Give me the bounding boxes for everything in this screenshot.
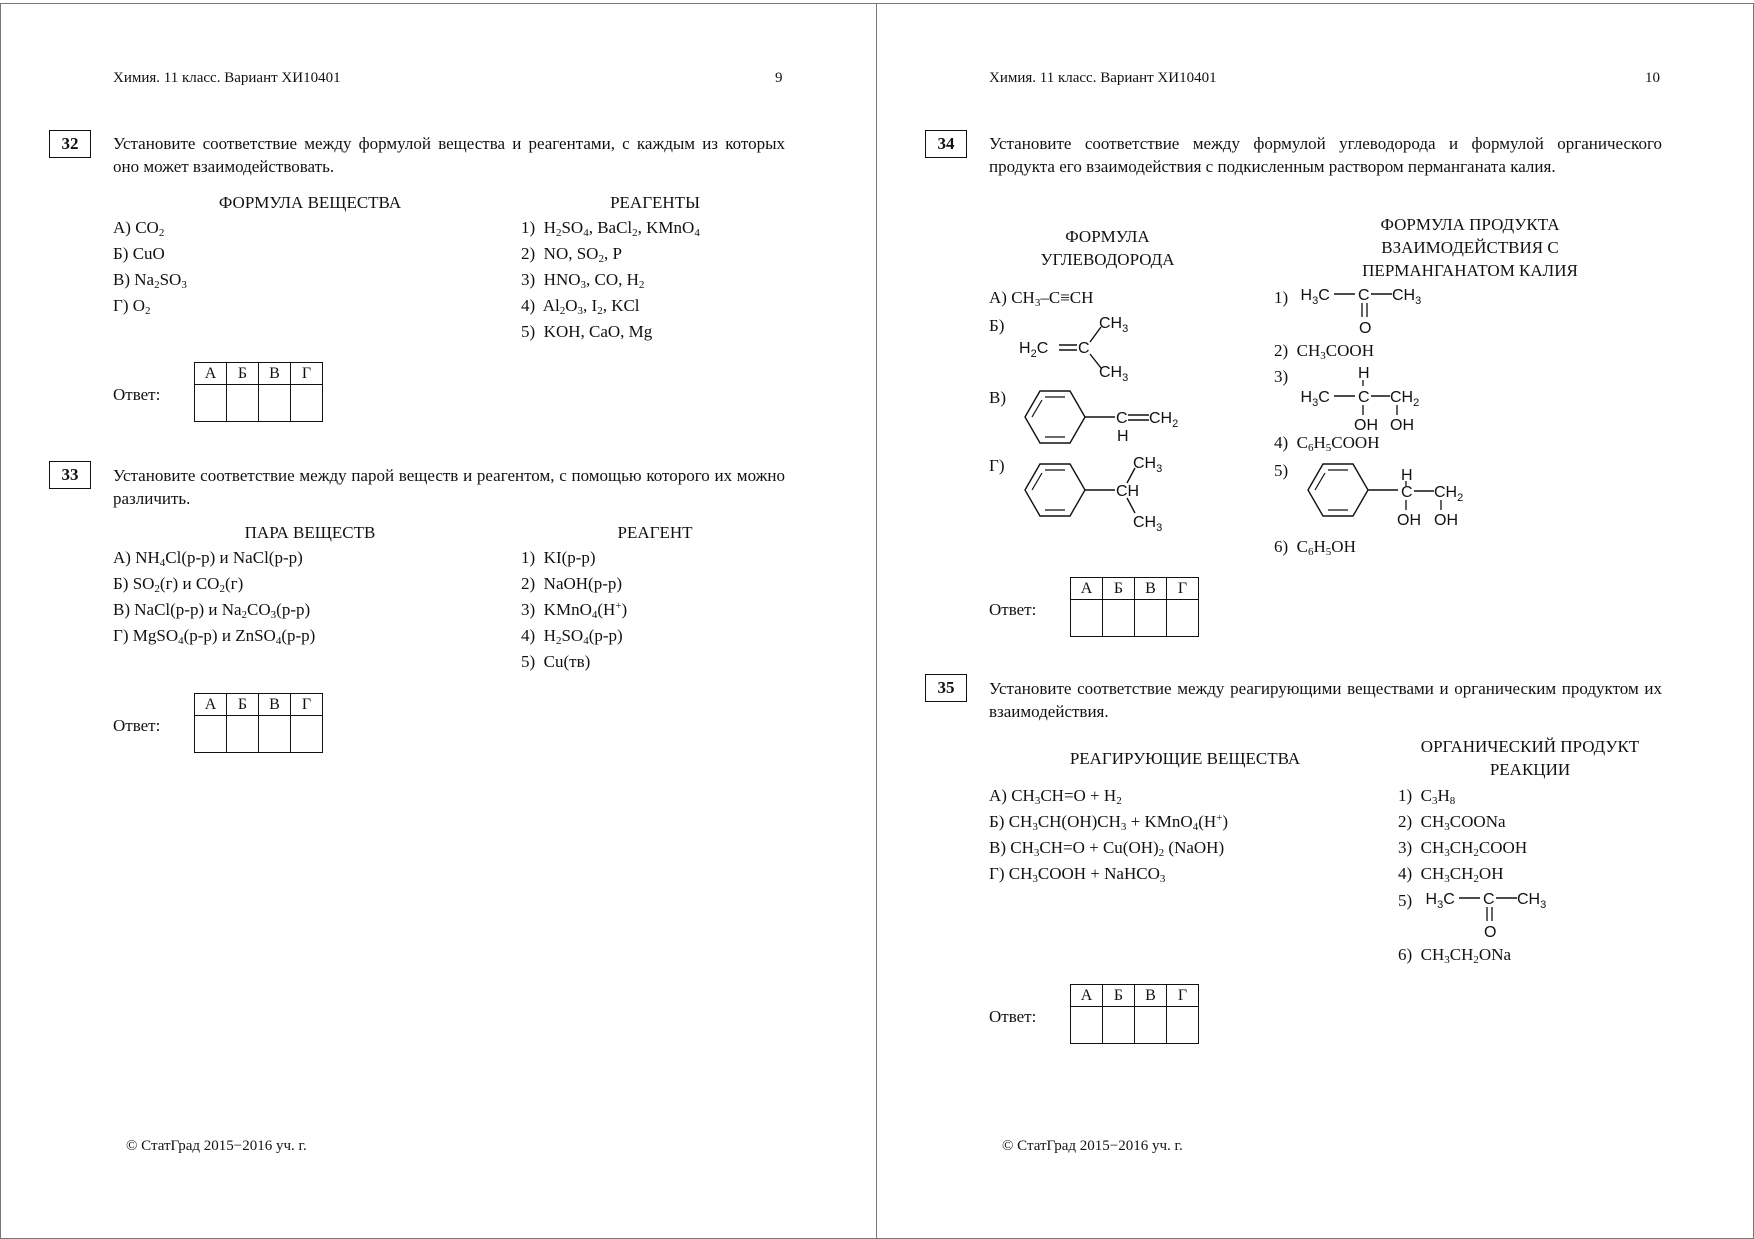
svg-text:CH3: $CH_3$ (1392, 287, 1422, 307)
q33-answer-table: А Б В Г (194, 693, 323, 753)
q33-answer-g[interactable] (291, 716, 323, 753)
q32-option-b: Б) CuO (113, 244, 165, 263)
q32-option-g: Г) $O_2$ (113, 296, 151, 317)
q32-answer-table: А Б В Г (194, 362, 323, 422)
q35-right-head-2: РЕАКЦИИ (1489, 760, 1571, 779)
q33-option-a: А) $NH_4Cl(р-р)$ и NaCl(р-р) (113, 548, 303, 569)
question-number-34: 34 (925, 130, 967, 158)
q34-product-6: 6) $C_6H_5OH$ (1274, 537, 1356, 558)
q33-reagent-4: 4) $H_2SO_4(р-р)$ (521, 626, 623, 647)
q32-answer-b[interactable] (227, 385, 259, 422)
q34-product-1-structure (1300, 280, 1440, 338)
q32-reagent-3: 3) $HNO_3$, CO, $H_2$ (521, 270, 645, 291)
left-page-number: 9 (775, 70, 783, 86)
q32-answer-v[interactable] (259, 385, 291, 422)
q34-text: Установите соответствие между формулой углеводорода и формулой органического продукта его взаимодействия с подкисленным раствором перманганата калия. (989, 134, 1662, 176)
q34-answer-table: А Б В Г (1070, 577, 1199, 637)
svg-text:H3C: $H_3C$ (1300, 389, 1330, 409)
q32-option-a: А) $CO_2$ (113, 218, 165, 239)
q34-answer-b[interactable] (1103, 600, 1135, 637)
q34-product-3-structure (1300, 362, 1440, 434)
q35-product-5-label: 5) (1398, 891, 1413, 910)
svg-text:OH: OH (1397, 512, 1421, 529)
q35-text: Установите соответствие между реагирующими веществами и органическим продуктом их взаимодействия. (989, 679, 1662, 721)
left-footer: © СтатГрад 2015−2016 уч. г. (126, 1138, 307, 1154)
q34-answer-g[interactable] (1167, 600, 1199, 637)
svg-text:CH3: $CH_3$ (1099, 364, 1129, 382)
q32-answer-label: Ответ: (113, 385, 161, 404)
q34-answer-label: Ответ: (989, 600, 1037, 619)
q32-option-v: В) $Na_2SO_3$ (113, 270, 187, 291)
svg-text:OH: OH (1390, 417, 1414, 434)
svg-text:H3C: $H_3C$ (1425, 891, 1455, 911)
q35-option-a: А) $CH_3CH=O + H_2$ (989, 786, 1122, 807)
q32-reagent-2: 2) NO, $SO_2$, P (521, 244, 622, 265)
q33-text: Установите соответствие между парой веществ и реагентом, с помощью которого их можно различить. (113, 466, 785, 508)
q35-option-g: Г) $CH_3COOH$ + NaHCO$_3$ (989, 864, 1166, 885)
q32-reagent-5: 5) KOH, CaO, Mg (521, 322, 653, 341)
q35-product-3: 3) $CH_3CH_2COOH$ (1398, 838, 1528, 859)
q34-product-2: 2) $CH_3COOH$ (1274, 341, 1374, 362)
left-page (0, 3, 878, 1239)
question-number-32: 32 (49, 130, 91, 158)
q34-answer-a[interactable] (1071, 600, 1103, 637)
benzene-ring (1308, 464, 1368, 516)
svg-text:C: C (1483, 891, 1495, 908)
q34-option-v-label: В) (989, 388, 1006, 407)
q32-right-head: РЕАГЕНТЫ (610, 193, 700, 212)
q33-reagent-3: 3) KMnO$_4$(H+) (521, 600, 628, 621)
q35-answer-a[interactable] (1071, 1007, 1103, 1044)
q35-answer-label: Ответ: (989, 1007, 1037, 1026)
q33-reagent-1: 1) KI(р-р) (521, 548, 596, 567)
q34-option-v-structure (1015, 377, 1195, 457)
svg-text:CH2: $CH_2$ (1390, 389, 1420, 409)
svg-text:CH: CH (1116, 483, 1140, 500)
q35-product-2: 2) $CH_3COONa$ (1398, 812, 1506, 833)
q34-option-g-label: Г) (989, 456, 1005, 475)
q34-right-head-3: ПЕРМАНГАНАТОМ КАЛИЯ (1362, 261, 1578, 280)
svg-text:CH3: $CH_3$ (1133, 514, 1163, 534)
q34-right-head-1: ФОРМУЛА ПРОДУКТА (1380, 215, 1560, 234)
q35-right-head-1: ОРГАНИЧЕСКИЙ ПРОДУКТ (1420, 737, 1640, 756)
q33-answer-v[interactable] (259, 716, 291, 753)
q34-option-g-structure (1015, 448, 1195, 534)
svg-text:H: H (1117, 428, 1129, 445)
question-number-33: 33 (49, 461, 91, 489)
benzene-ring (1025, 391, 1085, 443)
svg-text:CH2: $CH_2$ (1434, 484, 1464, 504)
q35-answer-b[interactable] (1103, 1007, 1135, 1044)
q35-left-head: РЕАГИРУЮЩИЕ ВЕЩЕСТВА (1069, 749, 1301, 768)
q32-left-head: ФОРМУЛА ВЕЩЕСТВА (218, 193, 402, 212)
q33-left-head: ПАРА ВЕЩЕСТВ (244, 523, 376, 542)
q33-option-g: Г) MgSO$_4$(р-р) и ZnSO$_4$(р-р) (113, 626, 316, 647)
question-number-35: 35 (925, 674, 967, 702)
q32-text: Установите соответствие между формулой вещества и реагентами, с каждым из которых оно может взаимодействовать. (113, 134, 785, 176)
q32-answer-a[interactable] (195, 385, 227, 422)
svg-text:H2C: $H_2C$ (1019, 340, 1049, 360)
q35-answer-g[interactable] (1167, 1007, 1199, 1044)
q35-product-6: 6) $CH_3CH_2ONa$ (1398, 945, 1512, 966)
right-header-title: Химия. 11 класс. Вариант ХИ10401 (989, 70, 1217, 86)
q33-answer-a[interactable] (195, 716, 227, 753)
svg-text:C: C (1116, 410, 1128, 427)
q32-answer-g[interactable] (291, 385, 323, 422)
right-page-number: 10 (1645, 70, 1660, 86)
svg-text:H: H (1358, 365, 1370, 382)
q34-product-4: 4) $C_6H_5COOH$ (1274, 433, 1380, 454)
q34-option-a: А) $CH_3-C\equiv CH$ (989, 288, 1094, 309)
q34-product-5-structure (1300, 450, 1480, 540)
q35-product-5-structure (1425, 884, 1565, 942)
q34-product-5-label: 5) (1274, 461, 1289, 480)
q35-product-4: 4) $CH_3CH_2OH$ (1398, 864, 1504, 885)
q34-product-3-label: 3) (1274, 367, 1289, 386)
svg-text:C: C (1358, 389, 1370, 406)
svg-text:OH: OH (1354, 417, 1378, 434)
right-page (876, 3, 1754, 1239)
q34-answer-v[interactable] (1135, 600, 1167, 637)
q35-answer-v[interactable] (1135, 1007, 1167, 1044)
svg-text:CH3: $CH_3$ (1517, 891, 1547, 911)
q34-left-head-1: ФОРМУЛА (1065, 227, 1150, 246)
benzene-ring (1025, 464, 1085, 516)
q35-product-1: 1) $C_3H_8$ (1398, 786, 1456, 807)
q33-reagent-2: 2) NaOH(р-р) (521, 574, 623, 593)
q34-right-head-2: ВЗАИМОДЕЙСТВИЯ С (1381, 238, 1559, 257)
svg-text:CH3: $CH_3$ (1099, 315, 1129, 335)
svg-text:CH3: $CH_3$ (1133, 455, 1163, 475)
q33-option-v: В) NaCl(р-р) и $Na_2CO_3(р-р)$ (113, 600, 311, 621)
left-header-title: Химия. 11 класс. Вариант ХИ10401 (113, 70, 341, 86)
q32-reagent-1: 1) $H_2SO_4$, BaCl$_2$, KMnO$_4$ (521, 218, 700, 239)
svg-text:CH2: $CH_2$ (1149, 410, 1179, 430)
svg-text:H3C: $H_3C$ (1300, 287, 1330, 307)
svg-text:C: C (1358, 287, 1370, 304)
q34-option-b-structure (1015, 310, 1135, 382)
svg-text:C: C (1078, 340, 1090, 357)
q33-answer-label: Ответ: (113, 716, 161, 735)
q32-reagent-4: 4) $Al_2O_3$, $I_2$, KCl (521, 296, 640, 317)
q33-right-head: РЕАГЕНТ (617, 523, 693, 542)
q34-option-b-label: Б) (989, 316, 1005, 335)
q35-answer-table: А Б В Г (1070, 984, 1199, 1044)
q35-option-b: Б) $CH_3CH(OH)CH_3$ + KMnO$_4$(H+) (989, 812, 1229, 833)
svg-text:H: H (1401, 467, 1413, 484)
svg-text:C: C (1401, 484, 1413, 501)
q33-reagent-5: 5) Cu(тв) (521, 652, 591, 671)
q34-left-head-2: УГЛЕВОДОРОДА (1040, 250, 1175, 269)
svg-text:O: O (1359, 320, 1372, 337)
svg-text:OH: OH (1434, 512, 1458, 529)
right-footer: © СтатГрад 2015−2016 уч. г. (1002, 1138, 1183, 1154)
svg-text:O: O (1484, 924, 1497, 941)
q34-product-1-label: 1) (1274, 288, 1289, 307)
q33-option-b: Б) $SO_2(г)$ и $CO_2(г)$ (113, 574, 244, 595)
q35-option-v: В) $CH_3CH=O + Cu(OH)_2$ (NaOH) (989, 838, 1225, 859)
q33-answer-b[interactable] (227, 716, 259, 753)
